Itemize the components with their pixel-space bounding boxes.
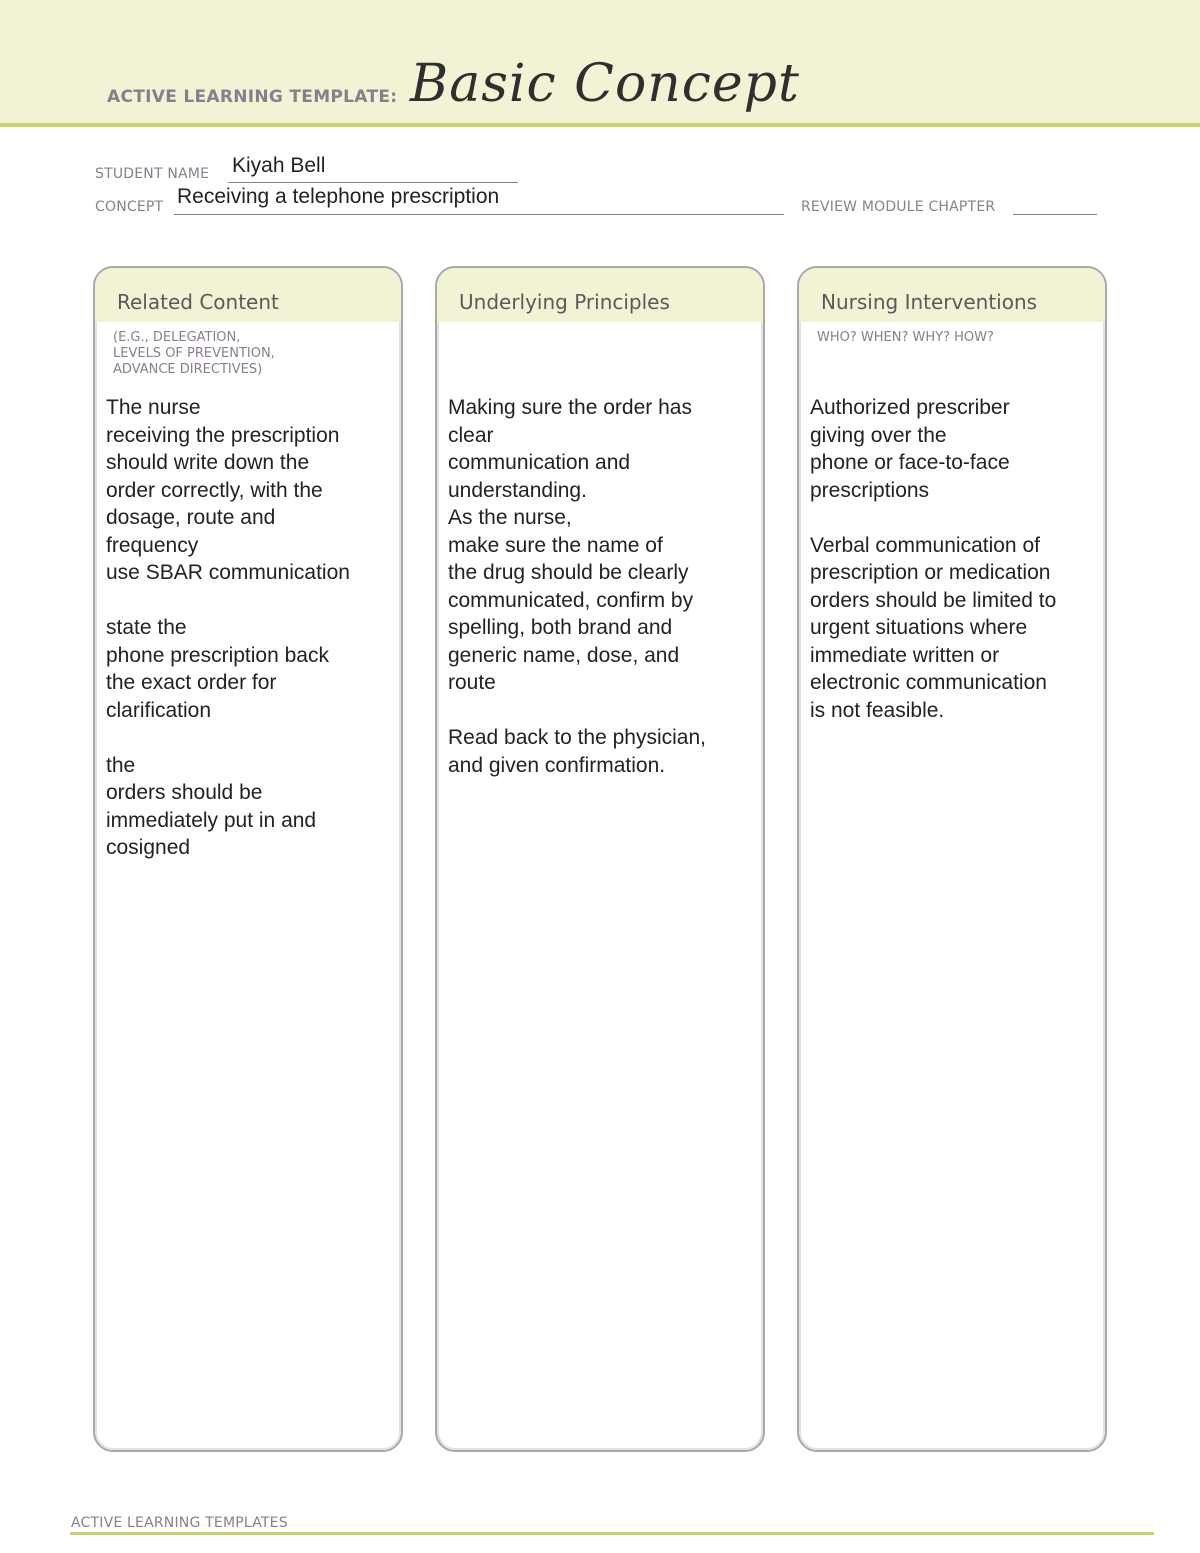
underlying-principles-title: Underlying Principles	[459, 290, 670, 314]
student-name-underline	[228, 182, 518, 183]
header-divider	[0, 123, 1200, 127]
footer-divider	[70, 1532, 1154, 1535]
student-name-field[interactable]: Kiyah Bell	[232, 154, 326, 177]
nursing-interventions-text[interactable]: Authorized prescriber giving over the phone or face-to-face prescriptions Verbal communication of prescription or medication orders should be limited to urgent situations where immediate written or electronic communication is not feasible.	[810, 396, 1057, 722]
nursing-interventions-hint: WHO? WHEN? WHY? HOW?	[817, 330, 994, 345]
template-title: Basic Concept	[410, 54, 800, 114]
template-label: ACTIVE LEARNING TEMPLATE:	[107, 87, 398, 107]
student-name-label: STUDENT NAME	[95, 166, 210, 182]
related-content-panel	[93, 266, 403, 1452]
concept-field[interactable]: Receiving a telephone prescription	[177, 185, 500, 208]
review-module-field[interactable]	[1013, 214, 1097, 215]
nursing-interventions-panel	[797, 266, 1107, 1452]
concept-label: CONCEPT	[95, 199, 164, 215]
underlying-principles-panel	[435, 266, 765, 1452]
related-content-text[interactable]: The nurse receiving the prescription should write down the order correctly, with the dosage, route and frequency use SBAR communication state the phone prescription back the exact order for clarification the orders should be immediately put in and cosigned	[106, 396, 350, 859]
related-content-hint: (E.G., DELEGATION, LEVELS OF PREVENTION, ADVANCE DIRECTIVES)	[113, 330, 275, 377]
nursing-interventions-title: Nursing Interventions	[821, 290, 1038, 314]
concept-underline	[174, 214, 784, 215]
review-module-label: REVIEW MODULE CHAPTER	[801, 199, 996, 215]
underlying-principles-text[interactable]: Making sure the order has clear communication and understanding. As the nurse, make sure the name of the drug should be clearly communicated, confirm by spelling, both brand and generic name, dose, and route Read back to the physician, and given confirmation.	[448, 396, 706, 777]
related-content-title: Related Content	[117, 290, 279, 314]
footer-label: ACTIVE LEARNING TEMPLATES	[71, 1515, 288, 1531]
